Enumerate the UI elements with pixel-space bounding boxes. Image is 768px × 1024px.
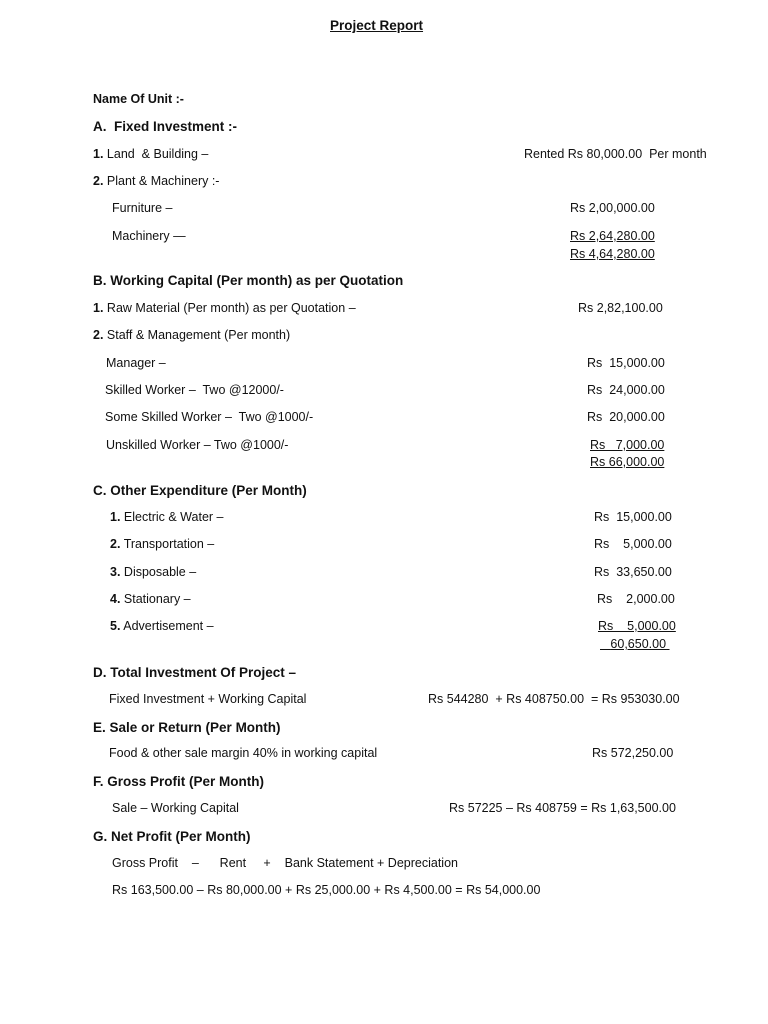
land-number: 1.: [93, 147, 104, 161]
plant-text: Plant & Machinery :-: [106, 174, 220, 188]
section-g-letter: G.: [93, 829, 108, 844]
raw-number: 1.: [93, 301, 104, 315]
machinery-value: Rs 2,64,280.00: [570, 229, 655, 243]
gross-profit-label: Sale – Working Capital: [112, 801, 239, 815]
expense-number: 5.: [110, 619, 121, 633]
staff-row-label: Manager –: [106, 356, 166, 370]
section-d-heading: [93, 665, 296, 680]
land-building-value: Rented Rs 80,000.00 Per month: [524, 147, 707, 161]
expense-row-label: [110, 619, 214, 634]
section-f-title: Gross Profit (Per Month): [107, 774, 265, 789]
total-investment-label: Fixed Investment + Working Capital: [109, 692, 307, 706]
expense-text: Electric & Water –: [123, 510, 224, 524]
section-c-title: Other Expenditure (Per Month): [110, 483, 307, 498]
plant-number: 2.: [93, 174, 104, 188]
section-d-title: Total Investment Of Project –: [110, 665, 297, 680]
staff-row-label: Some Skilled Worker – Two @1000/-: [105, 410, 314, 424]
section-f-letter: F.: [93, 774, 104, 789]
sale-label: Food & other sale margin 40% in working capital: [109, 746, 378, 760]
sale-value: Rs 572,250.00: [592, 746, 674, 760]
staff-row-value: Rs 7,000.00: [590, 438, 665, 452]
expense-row-value: Rs 15,000.00: [594, 510, 672, 524]
section-e-title: Sale or Return (Per Month): [109, 720, 281, 735]
staff-row-label: Unskilled Worker – Two @1000/-: [106, 438, 289, 452]
staff-row-label: Skilled Worker – Two @12000/-: [105, 383, 284, 397]
expense-row-label: [110, 537, 214, 552]
expense-number: 1.: [110, 510, 121, 524]
section-c-letter: C.: [93, 483, 107, 498]
expense-text: Transportation –: [123, 537, 215, 551]
gross-profit-value: Rs 57225 – Rs 408759 = Rs 1,63,500.00: [449, 801, 676, 815]
section-a-title: Fixed Investment :-: [114, 119, 238, 134]
section-a-letter: A.: [93, 119, 107, 134]
expense-row-label: [110, 592, 191, 607]
staff-management-label: [93, 328, 290, 343]
section-e-heading: [93, 720, 281, 735]
raw-material-label: [93, 301, 356, 316]
staff-row-value: Rs 15,000.00: [587, 356, 665, 370]
expense-number: 3.: [110, 565, 121, 579]
name-of-unit-label: Name Of Unit :-: [93, 92, 184, 106]
expense-row-value: Rs 5,000.00: [594, 537, 672, 551]
net-profit-formula-value: Rs 163,500.00 – Rs 80,000.00 + Rs 25,000.00 + Rs 4,500.00 = Rs 54,000.00: [112, 883, 541, 897]
expense-row-value: Rs 2,000.00: [597, 592, 675, 606]
land-building-label: [93, 147, 208, 162]
staff-row-value: Rs 20,000.00: [587, 410, 665, 424]
furniture-value: Rs 2,00,000.00: [570, 201, 655, 215]
expense-number: 4.: [110, 592, 121, 606]
staff-row-value: Rs 24,000.00: [587, 383, 665, 397]
expense-row-value: Rs 33,650.00: [594, 565, 672, 579]
section-e-letter: E.: [93, 720, 106, 735]
machinery-label: Machinery —: [112, 229, 186, 243]
section-b-title: Working Capital (Per month) as per Quotation: [110, 273, 404, 288]
section-g-title: Net Profit (Per Month): [111, 829, 251, 844]
expense-total: 60,650.00: [610, 637, 667, 651]
expense-number: 2.: [110, 537, 121, 551]
expense-text: Disposable –: [123, 565, 197, 579]
section-g-heading: [93, 829, 251, 844]
raw-material-value: Rs 2,82,100.00: [578, 301, 663, 315]
section-d-letter: D.: [93, 665, 107, 680]
section-f-heading: [93, 774, 264, 789]
expense-text: Advertisement –: [123, 619, 214, 633]
section-a-heading: [93, 119, 237, 134]
total-investment-value: Rs 544280 + Rs 408750.00 = Rs 953030.00: [428, 692, 680, 706]
land-text: Land & Building –: [106, 147, 209, 161]
plant-machinery-label: [93, 174, 219, 189]
section-b-heading: [93, 273, 403, 288]
net-profit-formula-label: Gross Profit – Rent + Bank Statement + Depreciation: [112, 856, 458, 870]
expense-row-label: [110, 565, 196, 580]
expense-row-value: Rs 5,000.00: [598, 619, 676, 633]
page-title: Project Report: [330, 18, 424, 33]
staff-total: Rs 66,000.00: [590, 455, 665, 469]
staff-number: 2.: [93, 328, 104, 342]
fixed-investment-total: Rs 4,64,280.00: [570, 247, 655, 261]
section-c-heading: [93, 483, 307, 498]
expense-text: Stationary –: [123, 592, 191, 606]
raw-text: Raw Material (Per month) as per Quotation –: [106, 301, 356, 315]
expense-row-label: [110, 510, 223, 525]
section-b-letter: B.: [93, 273, 107, 288]
staff-text: Staff & Management (Per month): [106, 328, 291, 342]
furniture-label: Furniture –: [112, 201, 173, 215]
